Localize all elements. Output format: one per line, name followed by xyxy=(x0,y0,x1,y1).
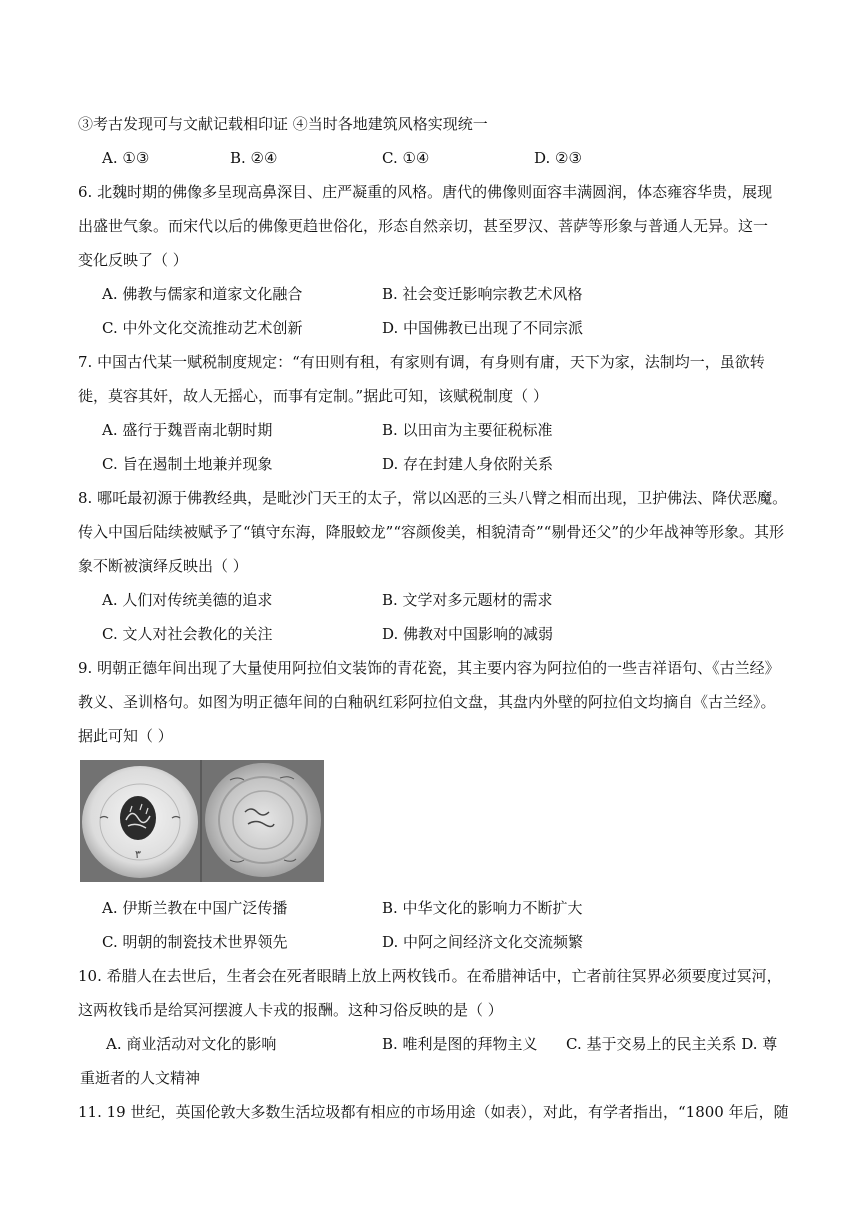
q5-option-d[interactable]: D. ②③ xyxy=(534,149,582,167)
q11-stem-line-1: 11. 19 世纪，英国伦敦大多数生活垃圾都有相应的市场用途（如表），对此，有学者指出，“1800 年后，随 xyxy=(78,1103,789,1121)
q9-option-c[interactable]: C. 明朝的制瓷技术世界领先 xyxy=(102,933,288,951)
q8-stem-line-2: 传入中国后陆续被赋予了“镇守东海，降服蛟龙”“容颜俊美，相貌清奇”“剔骨还父”的少年战神等形象。其形 xyxy=(78,523,785,541)
q6-option-d[interactable]: D. 中国佛教已出现了不同宗派 xyxy=(382,319,584,337)
q6-option-b[interactable]: B. 社会变迁影响宗教艺术风格 xyxy=(382,285,583,303)
q6-stem-line-2: 出盛世气象。而宋代以后的佛像更趋世俗化，形态自然亲切，甚至罗汉、菩萨等形象与普通人无异。这一 xyxy=(78,217,769,235)
q8-option-d[interactable]: D. 佛教对中国影响的减弱 xyxy=(382,625,554,643)
q8-stem-line-3: 象不断被演绎反映出（ ） xyxy=(78,557,248,575)
plate-outer-view xyxy=(205,763,321,877)
q5-statement-tail: ③考古发现可与文献记载相印证 ④当时各地建筑风格实现统一 xyxy=(78,115,488,133)
q7-option-b[interactable]: B. 以田亩为主要征税标准 xyxy=(382,421,553,439)
q8-option-a[interactable]: A. 人们对传统美德的追求 xyxy=(102,591,273,609)
q6-stem-line-1: 6. 北魏时期的佛像多呈现高鼻深目、庄严凝重的风格。唐代的佛像则面容丰满圆润，体态雍容华贵，展现 xyxy=(78,183,773,201)
q10-option-c-d[interactable]: C. 基于交易上的民主关系 D. 尊 xyxy=(566,1035,778,1053)
q7-stem-line-2: 徙，莫容其奸，故人无摇心，而事有定制。”据此可知，该赋税制度（ ） xyxy=(78,387,548,405)
plate-illustration xyxy=(80,760,324,882)
q6-option-a[interactable]: A. 佛教与儒家和道家文化融合 xyxy=(102,285,303,303)
q6-stem-line-3: 变化反映了（ ） xyxy=(78,251,188,269)
q9-option-d[interactable]: D. 中阿之间经济文化交流频繁 xyxy=(382,933,584,951)
q7-stem-line-1: 7. 中国古代某一赋税制度规定：“有田则有租，有家则有调，有身则有庸，天下为家，法制均一，虽欲转 xyxy=(78,353,765,371)
q10-stem-line-2: 这两枚钱币是给冥河摆渡人卡戎的报酬。这种习俗反映的是（ ） xyxy=(78,1001,503,1019)
q5-option-b[interactable]: B. ②④ xyxy=(230,149,278,167)
q9-option-b[interactable]: B. 中华文化的影响力不断扩大 xyxy=(382,899,583,917)
q10-option-a[interactable]: A. 商业活动对文化的影响 xyxy=(106,1035,277,1053)
q7-option-d[interactable]: D. 存在封建人身依附关系 xyxy=(382,455,554,473)
q9-stem-line-3: 据此可知（ ） xyxy=(78,727,173,745)
q7-option-a[interactable]: A. 盛行于魏晋南北朝时期 xyxy=(102,421,273,439)
plate-mark: ٣ xyxy=(135,848,141,861)
q8-stem-line-1: 8. 哪吒最初源于佛教经典，是毗沙门天王的太子，常以凶恶的三头八臂之相而出现，卫护佛法、降伏恶魔。 xyxy=(78,489,788,507)
q6-option-c[interactable]: C. 中外文化交流推动艺术创新 xyxy=(102,319,303,337)
q8-option-b[interactable]: B. 文学对多元题材的需求 xyxy=(382,591,553,609)
q5-option-c[interactable]: C. ①④ xyxy=(382,149,430,167)
q8-option-c[interactable]: C. 文人对社会教化的关注 xyxy=(102,625,273,643)
q10-option-b[interactable]: B. 唯利是图的拜物主义 xyxy=(382,1035,538,1053)
q9-stem-line-2: 教义、圣训格句。如图为明正德年间的白釉矾红彩阿拉伯文盘，其盘内外壁的阿拉伯文均摘自《古兰经》。 xyxy=(78,693,776,711)
porcelain-plate-photo xyxy=(80,760,324,882)
q10-option-d-wrap[interactable]: 重逝者的人文精神 xyxy=(80,1069,201,1087)
q9-option-a[interactable]: A. 伊斯兰教在中国广泛传播 xyxy=(102,899,288,917)
q5-option-a[interactable]: A. ①③ xyxy=(102,149,150,167)
q10-stem-line-1: 10. 希腊人在去世后，生者会在死者眼睛上放上两枚钱币。在希腊神话中，亡者前往冥界必须要度过冥河， xyxy=(78,967,782,985)
q7-option-c[interactable]: C. 旨在遏制土地兼并现象 xyxy=(102,455,273,473)
q9-stem-line-1: 9. 明朝正德年间出现了大量使用阿拉伯文装饰的青花瓷，其主要内容为阿拉伯的一些吉祥语句、《古兰经》 xyxy=(78,659,780,677)
